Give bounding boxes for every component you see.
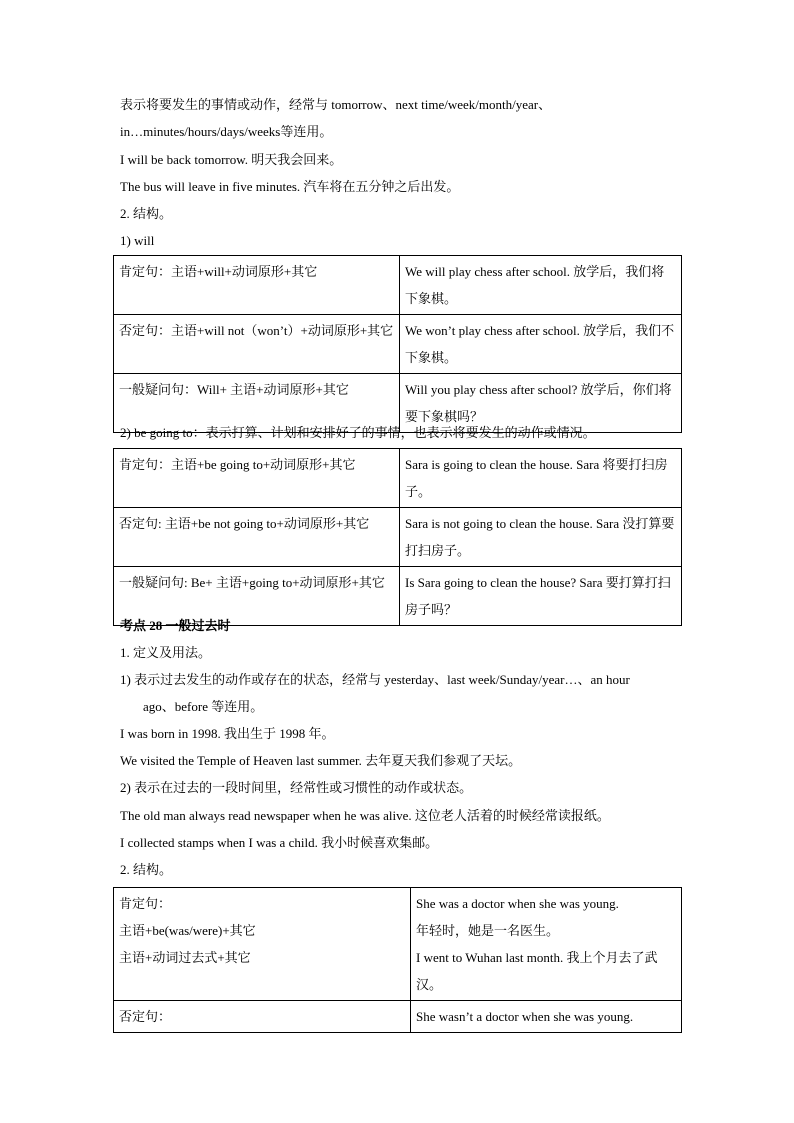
form-line: 肯定句： [119,896,172,911]
table-row [114,1001,682,1033]
subsection-heading: 2) be going to：表示打算、计划和安排好了的事情，也表示将要发生的动作或情况。 [120,425,596,440]
past-structure-table [113,887,682,1033]
form-cell: 一般疑问句: Be+ 主语+going to+动词原形+其它 [114,567,400,626]
example-cell: Sara is going to clean the house. Sara 将要打扫房子。 [400,449,682,508]
form-cell: 否定句： [114,1001,411,1033]
section-heading: 2. 结构。 [120,862,173,877]
intro-line-1: 表示将要发生的事情或动作，经常与 tomorrow、next time/week/month/year、 [120,97,552,112]
example-cell: Sara is not going to clean the house. Sara 没打算要打扫房子。 [400,508,682,567]
intro-line-2: in…minutes/hours/days/weeks等连用。 [120,124,333,139]
example-cell [411,888,682,1001]
example-line: She was a doctor when she was young. [416,896,619,911]
example-sentence: I collected stamps when I was a child. 我小时候喜欢集邮。 [120,835,439,850]
usage-line: 2) 表示在过去的一段时间里，经常性或习惯性的动作或状态。 [120,780,473,795]
example-sentence: I was born in 1998. 我出生于 1998 年。 [120,726,335,741]
usage-line: ago、before 等连用。 [143,699,264,714]
form-cell: 肯定句：主语+will+动词原形+其它 [114,256,400,315]
section-heading: 1. 定义及用法。 [120,645,212,660]
will-structure-table [113,255,682,433]
example-cell: We will play chess after school. 放学后，我们将下象棋。 [400,256,682,315]
form-cell: 否定句：主语+will not（won’t）+动词原形+其它 [114,315,400,374]
table-row [114,888,682,1001]
subsection-heading: 1) will [120,233,155,248]
table-row [114,449,682,508]
example-sentence: I will be back tomorrow. 明天我会回来。 [120,152,343,167]
section-title: 考点 28 一般过去时 [120,618,231,633]
example-cell: We won’t play chess after school. 放学后，我们不下象棋。 [400,315,682,374]
form-line: 主语+be(was/were)+其它 [119,923,256,938]
form-cell: 否定句: 主语+be not going to+动词原形+其它 [114,508,400,567]
example-sentence: The old man always read newspaper when he was alive. 这位老人活着的时候经常读报纸。 [120,808,610,823]
example-line: I went to Wuhan last month. 我上个月去了武汉。 [416,950,658,992]
form-cell [114,888,411,1001]
usage-line: 1) 表示过去发生的动作或存在的状态，经常与 yesterday、last week/Sunday/year…、an hour [120,672,630,687]
table-row [114,508,682,567]
example-line: 年轻时，她是一名医生。 [416,923,560,938]
table-row [114,256,682,315]
example-sentence: We visited the Temple of Heaven last summer. 去年夏天我们参观了天坛。 [120,753,522,768]
section-heading: 2. 结构。 [120,206,173,221]
example-sentence: The bus will leave in five minutes. 汽车将在五分钟之后出发。 [120,179,460,194]
form-cell: 肯定句：主语+be going to+动词原形+其它 [114,449,400,508]
going-to-structure-table [113,448,682,626]
table-row [114,315,682,374]
example-cell: Is Sara going to clean the house? Sara 要打算打扫房子吗？ [400,567,682,626]
example-cell: She wasn’t a doctor when she was young. [411,1001,682,1033]
form-line: 主语+动词过去式+其它 [119,950,251,965]
example-cell: Will you play chess after school? 放学后，你们将要下象棋吗？ [400,374,682,433]
form-cell: 一般疑问句：Will+ 主语+动词原形+其它 [114,374,400,433]
